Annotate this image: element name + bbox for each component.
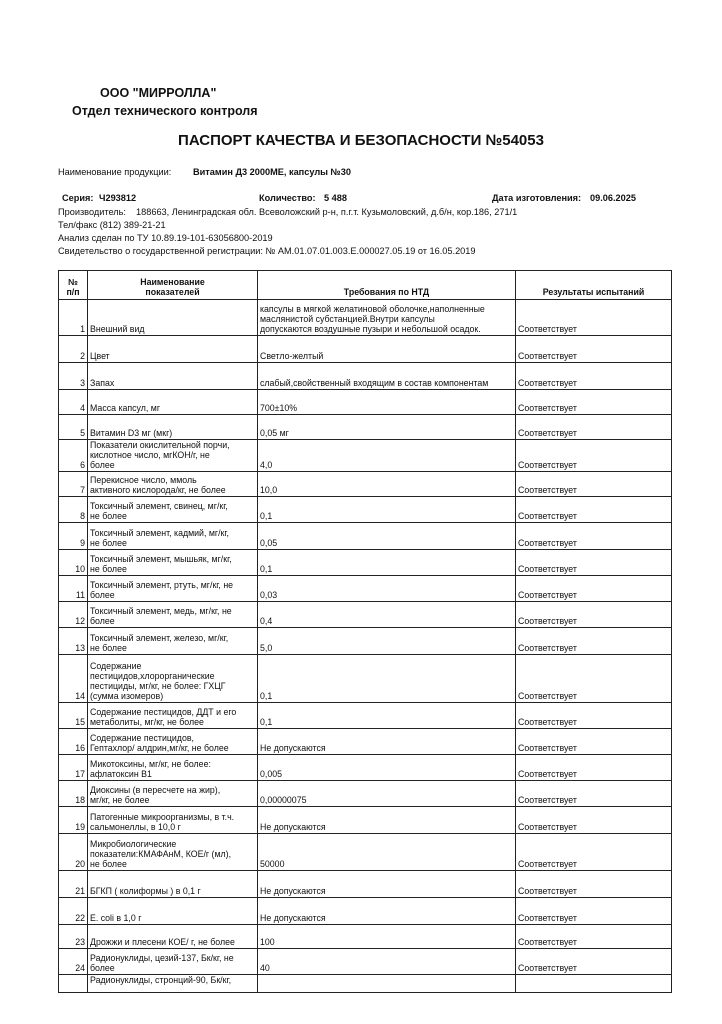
row-result: Соответствует: [516, 550, 672, 576]
indicator-name-line: афлатоксин B1: [90, 769, 152, 779]
indicator-name-line: Токсичный элемент, медь, мг/кг, не: [90, 606, 232, 616]
indicator-name-line: Токсичный элемент, ртуть, мг/кг, не: [90, 580, 234, 590]
row-indicator-name: [88, 363, 258, 390]
row-indicator-name: [88, 440, 258, 472]
document-title-text: ПАСПОРТ КАЧЕСТВА И БЕЗОПАСНОСТИ №54053: [178, 132, 544, 149]
indicator-name-line: не более: [90, 538, 127, 548]
row-requirement: [258, 472, 516, 497]
requirement-line: допускаются воздушные пузыри и небольшой осадок.: [260, 324, 481, 334]
indicator-name-line: Перекисное число, ммоль: [90, 475, 197, 485]
row-number: 18: [59, 781, 88, 807]
indicator-name-line: Содержание пестицидов, ДДТ и его: [90, 707, 237, 717]
indicator-name-line: не более: [90, 643, 127, 653]
requirement-line: Не допускаются: [260, 822, 326, 832]
requirement-line: Не допускаются: [260, 886, 326, 896]
requirement-line: 0,05 мг: [260, 428, 289, 438]
row-indicator-name: [88, 834, 258, 871]
row-indicator-name: [88, 975, 258, 993]
requirement-line: 0,05: [260, 538, 278, 548]
row-requirement: [258, 807, 516, 834]
row-result: Соответствует: [516, 415, 672, 440]
row-indicator-name: [88, 628, 258, 655]
table-row: [59, 440, 672, 472]
indicator-name-line: Масса капсул, мг: [90, 403, 161, 413]
row-result: Соответствует: [516, 576, 672, 602]
row-indicator-name: [88, 949, 258, 975]
indicator-name-line: пестицидов,хлорорганические: [90, 671, 215, 681]
row-number: 9: [59, 523, 88, 550]
requirement-line: 0,1: [260, 564, 273, 574]
row-number: 17: [59, 755, 88, 781]
row-requirement: [258, 440, 516, 472]
department-name: Отдел технического контроля: [72, 104, 258, 118]
requirement-line: 5,0: [260, 643, 273, 653]
indicator-name-line: активного кислорода/кг, не более: [90, 485, 226, 495]
indicator-name-line: Микотоксины, мг/кг, не более:: [90, 759, 211, 769]
indicator-name-line: не более: [90, 859, 127, 869]
table-row: [59, 472, 672, 497]
requirement-line: 0,1: [260, 717, 273, 727]
indicator-name-line: Микробиологические: [90, 839, 177, 849]
row-requirement: [258, 523, 516, 550]
manufacturer-value: 188663, Ленинградская обл. Всеволожский р-н, п.г.т. Кузьмоловский, д.б/н, кор.186, 271/1: [136, 207, 518, 217]
row-indicator-name: [88, 472, 258, 497]
row-result: Соответствует: [516, 497, 672, 523]
header-name-line: показателей: [145, 287, 200, 297]
row-result: Соответствует: [516, 655, 672, 703]
row-requirement: [258, 363, 516, 390]
header-num: [59, 271, 88, 300]
row-number: 11: [59, 576, 88, 602]
requirement-line: 700±10%: [260, 403, 298, 413]
indicator-name-line: показатели:КМАФАнМ, КОЕ/г (мл),: [90, 849, 232, 859]
requirement-line: 0,005: [260, 769, 283, 779]
row-result: Соответствует: [516, 871, 672, 898]
table-row: [59, 576, 672, 602]
certificate-line: Свидетельство о государственной регистрации: № АМ.01.07.01.003.Е.000027.05.19 от 16.05.2019: [58, 246, 476, 256]
row-result: Соответствует: [516, 834, 672, 871]
row-result: Соответствует: [516, 300, 672, 336]
row-indicator-name: [88, 781, 258, 807]
row-requirement: [258, 898, 516, 925]
requirement-line: 0,00000075: [260, 795, 307, 805]
row-indicator-name: [88, 703, 258, 729]
indicator-name-line: Токсичный элемент, свинец, мг/кг,: [90, 501, 228, 511]
table-row: [59, 363, 672, 390]
row-indicator-name: [88, 871, 258, 898]
product-label: Наименование продукции:: [58, 167, 172, 177]
row-number: 13: [59, 628, 88, 655]
row-requirement: [258, 576, 516, 602]
table-body: [59, 300, 672, 993]
quantity-value: 5 488: [324, 193, 347, 203]
indicator-name-line: более: [90, 963, 115, 973]
row-requirement: [258, 655, 516, 703]
table-row: [59, 729, 672, 755]
header-num-line: №: [68, 277, 78, 287]
requirement-line: слабый,свойственный входящим в состав компонентам: [260, 378, 489, 388]
mfg-date-label: Дата изготовления:: [492, 193, 582, 203]
indicator-name-line: сальмонеллы, в 10,0 г: [90, 822, 181, 832]
header-name: [88, 271, 258, 300]
row-number: 3: [59, 363, 88, 390]
indicator-name-line: Радионуклиды, стронций-90, Бк/кг,: [90, 975, 232, 985]
row-result: Соответствует: [516, 390, 672, 415]
indicator-name-line: Патогенные микроорганизмы, в т.ч.: [90, 812, 235, 822]
table-row: [59, 834, 672, 871]
row-requirement: [258, 300, 516, 336]
row-indicator-name: [88, 523, 258, 550]
row-indicator-name: [88, 807, 258, 834]
requirement-line: Не допускаются: [260, 743, 326, 753]
row-requirement: [258, 834, 516, 871]
row-number: 8: [59, 497, 88, 523]
table-row: [59, 602, 672, 628]
row-requirement: [258, 729, 516, 755]
row-number: 7: [59, 472, 88, 497]
row-number: 16: [59, 729, 88, 755]
indicator-name-line: Токсичный элемент, железо, мг/кг,: [90, 633, 229, 643]
row-requirement: [258, 925, 516, 949]
row-number: 21: [59, 871, 88, 898]
indicator-name-line: более: [90, 616, 115, 626]
table-row: [59, 703, 672, 729]
requirement-line: 0,1: [260, 511, 273, 521]
row-number: 24: [59, 949, 88, 975]
row-requirement: [258, 628, 516, 655]
row-number: 23: [59, 925, 88, 949]
manufacturer-label: Производитель:: [58, 207, 126, 217]
row-number: 10: [59, 550, 88, 576]
row-number: [59, 975, 88, 993]
row-number: 19: [59, 807, 88, 834]
table-row: [59, 949, 672, 975]
row-indicator-name: [88, 729, 258, 755]
indicator-name-line: Радионуклиды, цезий-137, Бк/кг, не: [90, 953, 234, 963]
row-requirement: [258, 781, 516, 807]
series-label: Серия:: [62, 193, 94, 203]
requirement-line: 0,1: [260, 691, 273, 701]
row-indicator-name: [88, 898, 258, 925]
requirement-line: 0,4: [260, 616, 273, 626]
table-row: [59, 415, 672, 440]
row-requirement: [258, 703, 516, 729]
table-row: [59, 300, 672, 336]
row-result: Соответствует: [516, 898, 672, 925]
row-number: 20: [59, 834, 88, 871]
series-value: Ч293812: [99, 193, 137, 203]
row-number: 1: [59, 300, 88, 336]
phone-line: Тел/факс (812) 389-21-21: [58, 220, 166, 230]
table-row: [59, 655, 672, 703]
table-row: [59, 497, 672, 523]
product-value: Витамин Д3 2000МЕ, капсулы №30: [193, 167, 352, 177]
requirement-line: 100: [260, 937, 275, 947]
indicator-name-line: кислотное число, мгКОН/г, не: [90, 450, 210, 460]
table-row: [59, 755, 672, 781]
row-number: 4: [59, 390, 88, 415]
row-indicator-name: [88, 655, 258, 703]
indicator-name-line: Показатели окислительной порчи,: [90, 440, 230, 450]
table-header-row: [59, 271, 672, 300]
row-indicator-name: [88, 300, 258, 336]
indicator-name-line: более: [90, 590, 115, 600]
row-requirement: [258, 949, 516, 975]
row-number: 12: [59, 602, 88, 628]
quantity-label: Количество:: [259, 193, 316, 203]
row-requirement: [258, 550, 516, 576]
row-requirement: [258, 497, 516, 523]
requirement-line: Не допускаются: [260, 913, 326, 923]
table-row: [59, 523, 672, 550]
indicator-name-line: Содержание пестицидов,: [90, 733, 194, 743]
row-number: 5: [59, 415, 88, 440]
requirement-line: капсулы в мягкой желатиновой оболочке,наполненные: [260, 304, 485, 314]
row-indicator-name: [88, 925, 258, 949]
row-number: 15: [59, 703, 88, 729]
row-result: Соответствует: [516, 602, 672, 628]
row-requirement: [258, 390, 516, 415]
row-result: Соответствует: [516, 336, 672, 363]
indicator-name-line: Запах: [90, 378, 115, 388]
table-row: [59, 336, 672, 363]
row-result: Соответствует: [516, 755, 672, 781]
header-name-line: Наименование: [140, 277, 205, 287]
row-result: Соответствует: [516, 440, 672, 472]
indicator-name-line: Гептахлор/ алдрин,мг/кг, не более: [90, 743, 229, 753]
row-indicator-name: [88, 755, 258, 781]
row-result: [516, 975, 672, 993]
indicator-name-line: метаболиты, мг/кг, не более: [90, 717, 204, 727]
row-indicator-name: [88, 576, 258, 602]
table-row: [59, 550, 672, 576]
indicator-name-line: Токсичный элемент, кадмий, мг/кг,: [90, 528, 229, 538]
row-result: Соответствует: [516, 363, 672, 390]
table-row: [59, 781, 672, 807]
document-title: [0, 132, 722, 149]
requirement-line: 10,0: [260, 485, 278, 495]
row-result: Соответствует: [516, 807, 672, 834]
row-requirement: [258, 336, 516, 363]
indicator-name-line: более: [90, 460, 115, 470]
indicator-name-line: E. coli в 1,0 г: [90, 913, 142, 923]
indicator-name-line: БГКП ( колиформы ) в 0,1 г: [90, 886, 201, 896]
indicator-name-line: Дрожжи и плесени КОЕ/ г, не более: [90, 937, 235, 947]
indicator-name-line: (сумма изомеров): [90, 691, 164, 701]
row-result: Соответствует: [516, 472, 672, 497]
row-requirement: [258, 755, 516, 781]
row-result: Соответствует: [516, 628, 672, 655]
row-result: Соответствует: [516, 523, 672, 550]
row-indicator-name: [88, 602, 258, 628]
header-num-line: п/п: [66, 287, 80, 297]
indicator-name-line: Диоксины (в пересчете на жир),: [90, 785, 221, 795]
row-result: Соответствует: [516, 729, 672, 755]
table-row: [59, 807, 672, 834]
header-results: Результаты испытаний: [516, 271, 672, 300]
indicator-name-line: Содержание: [90, 661, 142, 671]
indicator-name-line: мг/кг, не более: [90, 795, 150, 805]
row-result: Соответствует: [516, 949, 672, 975]
row-indicator-name: [88, 415, 258, 440]
row-number: 2: [59, 336, 88, 363]
indicator-name-line: Витамин D3 мг (мкг): [90, 428, 173, 438]
mfg-date-value: 09.06.2025: [590, 193, 636, 203]
row-indicator-name: [88, 336, 258, 363]
row-requirement: [258, 415, 516, 440]
table-row: [59, 898, 672, 925]
row-number: 22: [59, 898, 88, 925]
indicator-name-line: Внешний вид: [90, 324, 145, 334]
requirement-line: 0,03: [260, 590, 278, 600]
row-requirement: [258, 871, 516, 898]
row-result: Соответствует: [516, 781, 672, 807]
indicator-name-line: Токсичный элемент, мышьяк, мг/кг,: [90, 554, 232, 564]
quality-table: [58, 270, 672, 993]
table-row: [59, 975, 672, 993]
indicator-name-line: пестициды, мг/кг, не более: ГХЦГ: [90, 681, 226, 691]
requirement-line: Светло-желтый: [260, 351, 324, 361]
row-indicator-name: [88, 550, 258, 576]
analysis-line: Анализ сделан по ТУ 10.89.19-101-63056800-2019: [58, 233, 273, 243]
indicator-name-line: Цвет: [90, 351, 110, 361]
organization-name: ООО "МИРРОЛЛА": [100, 86, 217, 100]
requirement-line: маслянистой субстанцией.Внутри капсулы: [260, 314, 435, 324]
header-requirements: Требования по НТД: [258, 271, 516, 300]
table-row: [59, 628, 672, 655]
row-requirement: [258, 602, 516, 628]
row-requirement: [258, 975, 516, 993]
table-row: [59, 390, 672, 415]
indicator-name-line: не более: [90, 564, 127, 574]
indicator-name-line: не более: [90, 511, 127, 521]
requirement-line: 50000: [260, 859, 285, 869]
row-indicator-name: [88, 390, 258, 415]
row-number: 6: [59, 440, 88, 472]
row-indicator-name: [88, 497, 258, 523]
requirement-line: 4,0: [260, 460, 273, 470]
row-result: Соответствует: [516, 925, 672, 949]
row-number: 14: [59, 655, 88, 703]
table-row: [59, 925, 672, 949]
table-row: [59, 871, 672, 898]
requirement-line: 40: [260, 963, 270, 973]
row-result: Соответствует: [516, 703, 672, 729]
